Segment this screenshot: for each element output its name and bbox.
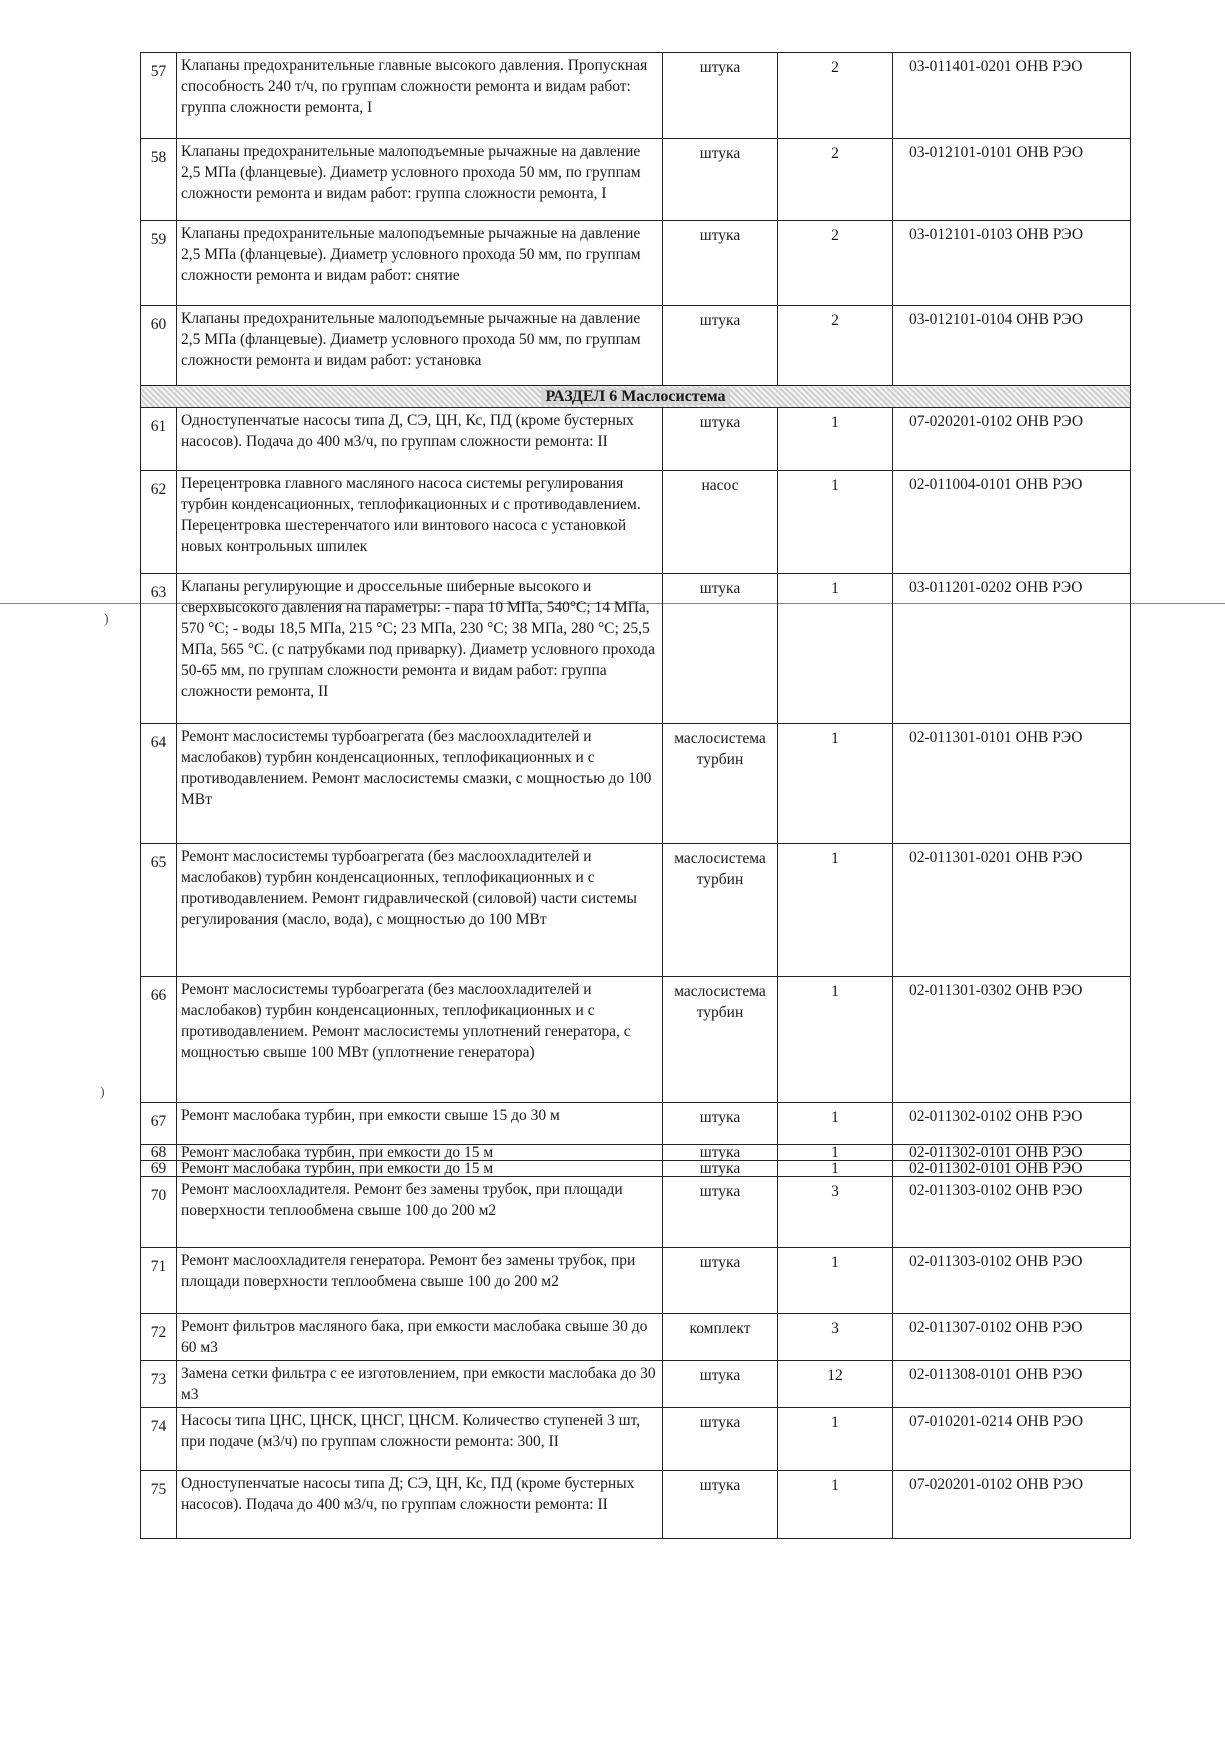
table-row: [141, 1361, 1131, 1408]
row-number: 59: [141, 221, 177, 306]
row-number: 65: [141, 844, 177, 977]
table-row: [141, 221, 1131, 306]
table-row: [141, 844, 1131, 977]
row-description: Ремонт маслосистемы турбоагрегата (без маслоохладителей и маслобаков) турбин конденсационных, теплофикационных и с противодавлением. Ремонт маслосистемы уплотнений генератора, с мощностью свыше 100 МВт (уплотнение генератора): [177, 977, 663, 1103]
row-description: Перецентровка главного масляного насоса системы регулирования турбин конденсационных, теплофикационных и с противодавлением. Перецентровка шестеренчатого или винтового насоса с установкой новых контрольных шпилек: [177, 471, 663, 574]
row-unit: штука: [663, 408, 778, 471]
table-row: [141, 1145, 1131, 1161]
row-code: 02-011301-0302 ОНВ РЭО: [893, 977, 1131, 1103]
row-quantity: 1: [778, 1248, 893, 1314]
row-number: 72: [141, 1314, 177, 1361]
row-quantity: 1: [778, 1145, 893, 1161]
row-code: 03-012101-0104 ОНВ РЭО: [893, 306, 1131, 386]
row-number: 63: [141, 574, 177, 724]
table-row: [141, 1161, 1131, 1177]
row-quantity: 3: [778, 1177, 893, 1248]
table-body-after-section: [141, 408, 1131, 1539]
row-description: Насосы типа ЦНС, ЦНСК, ЦНСГ, ЦНСМ. Количество ступеней 3 шт, при подаче (м3/ч) по группам сложности ремонта: 300, II: [177, 1408, 663, 1471]
row-code: 02-011302-0101 ОНВ РЭО: [893, 1161, 1131, 1177]
table-row: [141, 574, 1131, 724]
row-code: 02-011307-0102 ОНВ РЭО: [893, 1314, 1131, 1361]
row-number: 60: [141, 306, 177, 386]
row-description: Клапаны регулирующие и дроссельные шиберные высокого и сверхвысокого давления на параметры: - пара 10 МПа, 540°С; 14 МПа, 570 °С; - воды 18,5 МПа, 215 °С; 23 МПа, 230 °С; 38 МПа, 280 °С; 25,5 МПа, 565 °С. (с патрубками под приварку). Диаметр условного прохода 50-65 мм, по группам сложности ремонта и видам работ: группа сложности ремонта, II: [177, 574, 663, 724]
row-unit: штука: [663, 1103, 778, 1145]
table-section: [141, 386, 1131, 408]
work-items-table: [140, 52, 1131, 1539]
row-quantity: 1: [778, 1471, 893, 1539]
row-number: 75: [141, 1471, 177, 1539]
row-number: 70: [141, 1177, 177, 1248]
row-unit: штука: [663, 1145, 778, 1161]
table-row: [141, 53, 1131, 139]
section-header-row: [141, 386, 1131, 408]
row-description: Ремонт маслобака турбин, при емкости свыше 15 до 30 м: [177, 1103, 663, 1145]
table-row: [141, 1103, 1131, 1145]
row-unit: маслосистема турбин: [663, 844, 778, 977]
table-row: [141, 471, 1131, 574]
row-code: 03-012101-0103 ОНВ РЭО: [893, 221, 1131, 306]
row-description: Клапаны предохранительные малоподъемные рычажные на давление 2,5 МПа (фланцевые). Диаметр условного прохода 50 мм, по группам сложности ремонта и видам работ: снятие: [177, 221, 663, 306]
row-unit: штука: [663, 1408, 778, 1471]
row-unit: штука: [663, 1177, 778, 1248]
row-unit: маслосистема турбин: [663, 724, 778, 844]
row-description: Ремонт маслобака турбин, при емкости до 15 м: [177, 1161, 663, 1177]
row-code: 03-012101-0101 ОНВ РЭО: [893, 139, 1131, 221]
row-description: Ремонт маслоохладителя. Ремонт без замены трубок, при площади поверхности теплообмена свыше 100 до 200 м2: [177, 1177, 663, 1248]
table-row: [141, 1314, 1131, 1361]
row-number: 62: [141, 471, 177, 574]
row-code: 02-011303-0102 ОНВ РЭО: [893, 1177, 1131, 1248]
row-description: Ремонт маслобака турбин, при емкости до 15 м: [177, 1145, 663, 1161]
row-description: Ремонт маслосистемы турбоагрегата (без маслоохладителей и маслобаков) турбин конденсационных, теплофикационных и с противодавлением. Ремонт маслосистемы смазки, с мощностью до 100 МВт: [177, 724, 663, 844]
row-code: 02-011302-0102 ОНВ РЭО: [893, 1103, 1131, 1145]
row-quantity: 1: [778, 1408, 893, 1471]
row-unit: насос: [663, 471, 778, 574]
row-number: 68: [141, 1145, 177, 1161]
row-quantity: 2: [778, 306, 893, 386]
row-code: 02-011301-0201 ОНВ РЭО: [893, 844, 1131, 977]
row-number: 66: [141, 977, 177, 1103]
row-quantity: 1: [778, 408, 893, 471]
row-unit: штука: [663, 574, 778, 724]
table-row: [141, 1408, 1131, 1471]
row-unit: комплект: [663, 1314, 778, 1361]
row-quantity: 12: [778, 1361, 893, 1408]
table-row: [141, 306, 1131, 386]
row-description: Одноступенчатые насосы типа Д; СЭ, ЦН, Кс, ПД (кроме бустерных насосов). Подача до 400 м3/ч, по группам сложности ремонта: II: [177, 1471, 663, 1539]
row-quantity: 1: [778, 977, 893, 1103]
scan-artifact: ): [104, 612, 109, 627]
row-unit: штука: [663, 306, 778, 386]
row-code: 02-011308-0101 ОНВ РЭО: [893, 1361, 1131, 1408]
row-number: 64: [141, 724, 177, 844]
row-code: 02-011301-0101 ОНВ РЭО: [893, 724, 1131, 844]
row-code: 02-011303-0102 ОНВ РЭО: [893, 1248, 1131, 1314]
table-row: [141, 1248, 1131, 1314]
row-number: 74: [141, 1408, 177, 1471]
table-body-before-section: [141, 53, 1131, 386]
table-row: [141, 977, 1131, 1103]
table-row: [141, 408, 1131, 471]
row-number: 69: [141, 1161, 177, 1177]
row-description: Замена сетки фильтра с ее изготовлением, при емкости маслобака до 30 м3: [177, 1361, 663, 1408]
row-description: Ремонт маслосистемы турбоагрегата (без маслоохладителей и маслобаков) турбин конденсационных, теплофикационных и с противодавлением. Ремонт гидравлической (силовой) части системы регулирования (масло, вода), с мощностью до 100 МВт: [177, 844, 663, 977]
row-unit: маслосистема турбин: [663, 977, 778, 1103]
table-row: [141, 1471, 1131, 1539]
row-description: Клапаны предохранительные малоподъемные рычажные на давление 2,5 МПа (фланцевые). Диаметр условного прохода 50 мм, по группам сложности ремонта и видам работ: установка: [177, 306, 663, 386]
row-number: 58: [141, 139, 177, 221]
row-unit: штука: [663, 1248, 778, 1314]
section-title: РАЗДЕЛ 6 Маслосистема: [541, 388, 729, 405]
table-row: [141, 1177, 1131, 1248]
row-quantity: 1: [778, 844, 893, 977]
row-code: 03-011401-0201 ОНВ РЭО: [893, 53, 1131, 139]
row-code: 02-011004-0101 ОНВ РЭО: [893, 471, 1131, 574]
row-quantity: 2: [778, 53, 893, 139]
row-description: Ремонт фильтров масляного бака, при емкости маслобака свыше 30 до 60 м3: [177, 1314, 663, 1361]
row-unit: штука: [663, 1361, 778, 1408]
row-unit: штука: [663, 1471, 778, 1539]
row-description: Одноступенчатые насосы типа Д, СЭ, ЦН, Кс, ПД (кроме бустерных насосов). Подача до 400 м3/ч, по группам сложности ремонта: II: [177, 408, 663, 471]
row-code: 07-010201-0214 ОНВ РЭО: [893, 1408, 1131, 1471]
section-header-cell: [141, 386, 1131, 408]
table-row: [141, 724, 1131, 844]
row-description: Клапаны предохранительные главные высокого давления. Пропускная способность 240 т/ч, по группам сложности ремонта и видам работ: группа сложности ремонта, I: [177, 53, 663, 139]
row-quantity: 1: [778, 1103, 893, 1145]
row-number: 71: [141, 1248, 177, 1314]
row-number: 73: [141, 1361, 177, 1408]
row-unit: штука: [663, 139, 778, 221]
row-number: 67: [141, 1103, 177, 1145]
scan-artifact: ): [100, 1085, 105, 1100]
row-unit: штука: [663, 221, 778, 306]
row-quantity: 1: [778, 1161, 893, 1177]
row-code: 02-011302-0101 ОНВ РЭО: [893, 1145, 1131, 1161]
row-quantity: 1: [778, 471, 893, 574]
row-quantity: 3: [778, 1314, 893, 1361]
row-unit: штука: [663, 53, 778, 139]
row-number: 57: [141, 53, 177, 139]
row-quantity: 2: [778, 221, 893, 306]
table-row: [141, 139, 1131, 221]
row-quantity: 2: [778, 139, 893, 221]
row-unit: штука: [663, 1161, 778, 1177]
row-quantity: 1: [778, 574, 893, 724]
row-description: Клапаны предохранительные малоподъемные рычажные на давление 2,5 МПа (фланцевые). Диаметр условного прохода 50 мм, по группам сложности ремонта и видам работ: группа сложности ремонта, I: [177, 139, 663, 221]
row-description: Ремонт маслоохладителя генератора. Ремонт без замены трубок, при площади поверхности теплообмена свыше 100 до 200 м2: [177, 1248, 663, 1314]
row-quantity: 1: [778, 724, 893, 844]
row-code: 03-011201-0202 ОНВ РЭО: [893, 574, 1131, 724]
row-number: 61: [141, 408, 177, 471]
row-code: 07-020201-0102 ОНВ РЭО: [893, 408, 1131, 471]
row-code: 07-020201-0102 ОНВ РЭО: [893, 1471, 1131, 1539]
